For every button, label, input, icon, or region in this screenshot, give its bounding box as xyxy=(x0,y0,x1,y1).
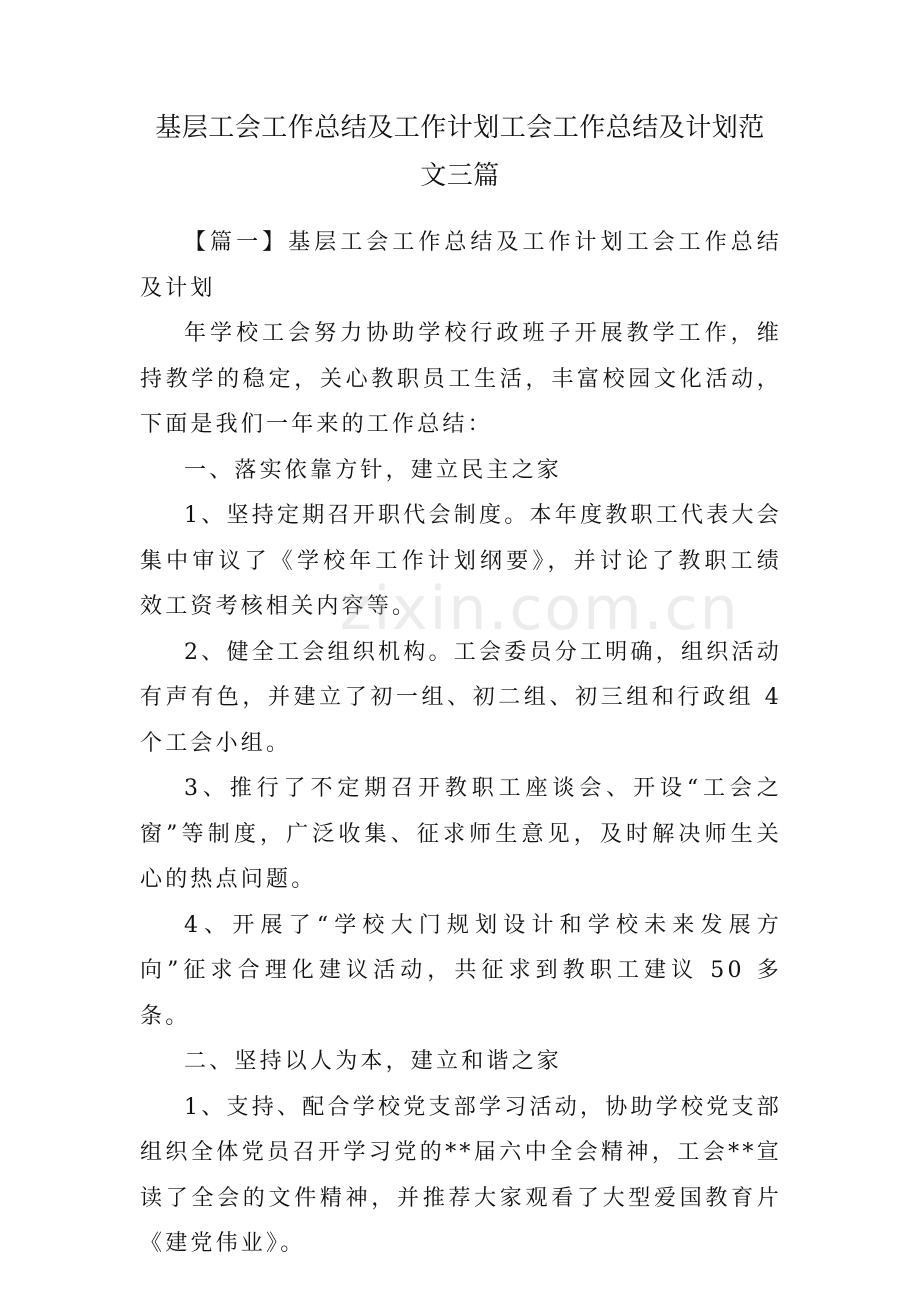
watermark: zixin.com.cn xyxy=(340,574,740,644)
paragraph: 1、支持、配合学校党支部学习活动，协助学校党支部组织全体党员召开学习党的**届六中全会精神，工会**宣读了全会的文件精神，并推荐大家观看了大型爱国教育片《建党伟业》。 xyxy=(140,1094,782,1256)
paragraph: 4、开展了“学校大门规划设计和学校未来发展方向”征求合理化建议活动，共征求到教职工建议 50 多条。 xyxy=(140,912,782,1029)
section-heading-part-one: 【篇一】基层工会工作总结及工作计划工会工作总结及计划 xyxy=(140,230,782,301)
title-line-1: 基层工会工作总结及工作计划工会工作总结及计划范 xyxy=(155,113,765,143)
document-body xyxy=(140,220,782,1267)
title-line-2: 文三篇 xyxy=(420,161,500,191)
document-title xyxy=(140,104,780,200)
section-heading: 一、落实依靠方针，建立民主之家 xyxy=(184,457,563,483)
section-heading: 二、坚持以人为本，建立和谐之家 xyxy=(184,1049,563,1074)
paragraph: 1、坚持定期召开职代会制度。本年度教职工代表大会集中审议了《学校年工作计划纲要》，并讨论了教职工绩效工资考核相关内容等。 xyxy=(140,503,782,619)
paragraph: 3、推行了不定期召开教职工座谈会、开设“工会之窗”等制度，广泛收集、征求师生意见，及时解决师生关心的热点问题。 xyxy=(140,776,782,892)
paragraph: 2、健全工会组织机构。工会委员分工明确，组织活动有声有色，并建立了初一组、初二组、初三组和行政组 4 个工会小组。 xyxy=(140,639,782,756)
paragraph: 年学校工会努力协助学校行政班子开展教学工作，维持教学的稳定，关心教职员工生活，丰富校园文化活动，下面是我们一年来的工作总结： xyxy=(140,321,782,437)
